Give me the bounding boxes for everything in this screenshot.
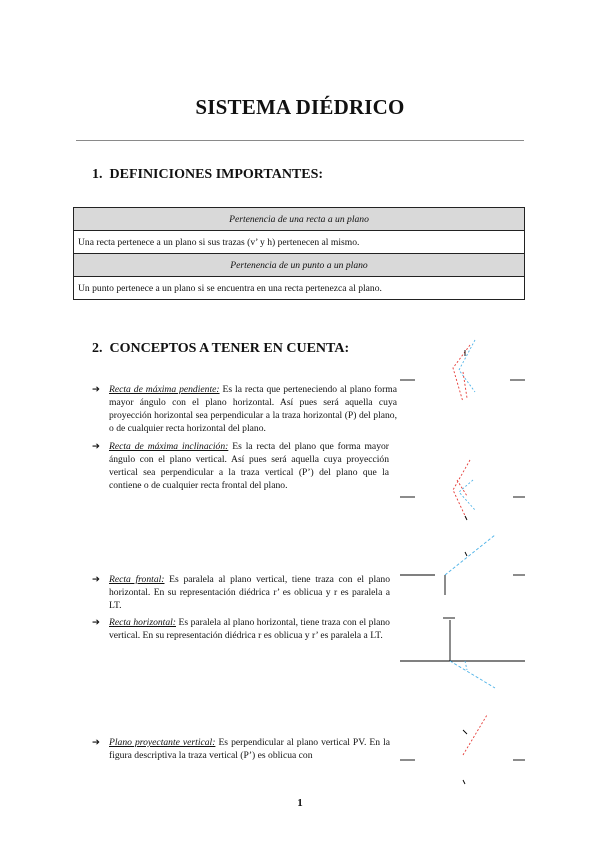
- list-item: [92, 616, 390, 642]
- section-1-heading: [92, 167, 323, 183]
- concept-text: Es paralela al plano vertical, tiene traza con el plano horizontal. En su representación diédrica r’ es oblicua y r es paralela a LT.: [109, 574, 390, 611]
- arrow-icon: ➔: [92, 617, 101, 628]
- section-number: 1.: [92, 167, 103, 182]
- list-item: [92, 736, 390, 762]
- arrow-icon: ➔: [92, 384, 101, 395]
- section-2-heading: [92, 341, 349, 357]
- title-divider: [76, 140, 524, 141]
- concept-text: Es la recta que perteneciendo al plano forma mayor ángulo con el plano horizontal. Así pues será aquella cuya proyección horizontal sea perpendicular a la traza horizontal (P) del plano, o de cualquier recta horizontal del plano.: [109, 384, 397, 434]
- concept-term: Recta horizontal:: [109, 617, 176, 628]
- definition-header: Pertenencia de una recta a un plano: [74, 208, 525, 231]
- definition-body: Una recta pertenece a un plano si sus trazas (v’ y h) pertenecen al mismo.: [74, 231, 525, 254]
- arrow-icon: ➔: [92, 441, 101, 452]
- diagram-max-inclinacion: [400, 460, 525, 520]
- diedrico-diagrams: [395, 330, 535, 790]
- diagram-max-pendiente: [400, 340, 525, 402]
- concept-term: Recta frontal:: [109, 574, 165, 585]
- concept-term: Recta de máxima inclinación:: [109, 441, 229, 452]
- definitions-table: [73, 207, 525, 300]
- list-item: [92, 440, 389, 492]
- concept-text: Es perpendicular al plano vertical PV. En la figura descriptiva la traza vertical (P’) es oblicua con: [109, 737, 390, 761]
- section-number: 2.: [92, 341, 103, 356]
- concept-term: Plano proyectante vertical:: [109, 737, 216, 748]
- definition-body: Un punto pertenece a un plano si se encuentra en una recta pertenezca al plano.: [74, 277, 525, 300]
- diagram-proyectante-vertical: [400, 715, 525, 784]
- arrow-icon: ➔: [92, 574, 101, 585]
- concept-text: Es paralela al plano horizontal, tiene traza con el plano vertical. En su representación diédrica r es oblicua y r’ es paralela a LT.: [109, 617, 390, 641]
- diagram-recta-frontal: [400, 535, 525, 595]
- page-number: 1: [297, 797, 303, 809]
- section-title: DEFINICIONES IMPORTANTES:: [109, 167, 324, 182]
- section-title: CONCEPTOS A TENER EN CUENTA:: [109, 341, 350, 356]
- page-title: SISTEMA DIÉDRICO: [195, 95, 405, 119]
- concept-text: Es la recta del plano que forma mayor ángulo con el plano vertical. Así pues será aquella cuya proyección vertical sea perpendicular a la traza vertical (P’) del plano que la contiene o de cualquier recta frontal del plano.: [109, 441, 389, 491]
- arrow-icon: ➔: [92, 737, 101, 748]
- definition-header: Pertenencia de un punto a un plano: [74, 254, 525, 277]
- list-item: [92, 573, 390, 612]
- diagram-recta-horizontal: [400, 618, 525, 688]
- list-item: [92, 383, 397, 435]
- concept-term: Recta de máxima pendiente:: [109, 384, 220, 395]
